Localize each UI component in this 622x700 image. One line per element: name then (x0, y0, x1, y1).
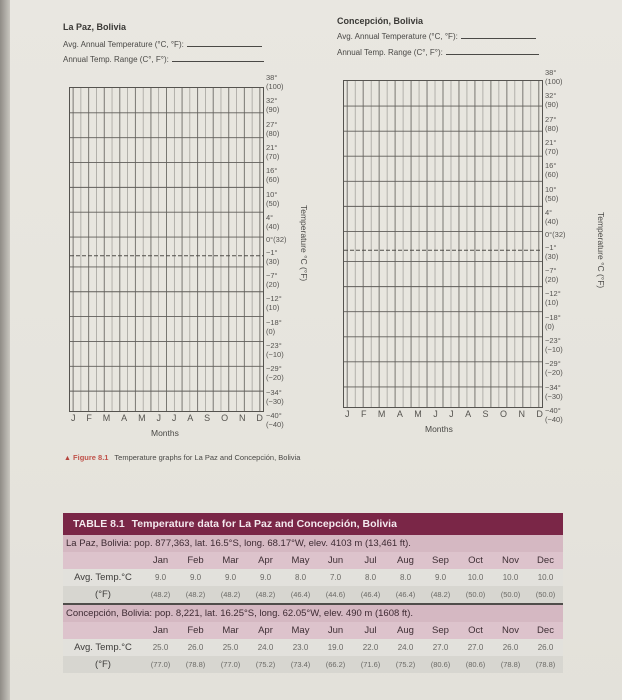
y-tick-label: −23° (−10) (266, 340, 284, 359)
table-cell: Mar (222, 555, 239, 566)
table-cell: Jul (364, 555, 377, 566)
table-cell: (46.4) (360, 590, 381, 599)
figure-caption (64, 453, 300, 462)
month-label: J (171, 413, 177, 423)
y-tick-label: −7° (20) (545, 266, 559, 285)
table-cell: (44.6) (325, 590, 346, 599)
y-tick-label: 16° (60) (266, 166, 280, 185)
table-cell: 9.0 (154, 573, 167, 582)
month-label: A (396, 409, 403, 419)
table-cell: (80.6) (465, 659, 486, 669)
table-title: Temperature data for La Paz and Concepción, Bolivia (131, 518, 397, 530)
month-label: M (102, 413, 111, 423)
table-cell: 10.0 (502, 573, 519, 582)
table-cell: Oct (468, 555, 483, 566)
table-cell: (80.6) (430, 659, 451, 669)
table-cell: (77.0) (220, 659, 241, 669)
table-cell: 24.0 (397, 642, 414, 652)
y-tick-label: −34° (−30) (266, 387, 284, 406)
table-cell: (75.2) (255, 659, 276, 669)
table-cell: (50.0) (535, 590, 556, 599)
fahrenheit-row (63, 586, 563, 603)
month-label: N (238, 413, 246, 423)
table-cell: 9.0 (224, 573, 237, 582)
y-tick-label: −40° (−40) (545, 405, 563, 424)
y-tick-label: −23° (−10) (545, 335, 563, 354)
concepcion-temperature-graph[interactable] (343, 80, 543, 408)
y-tick-label: −1° (30) (266, 247, 280, 266)
month-label: J (433, 409, 438, 419)
table-cell: (48.2) (185, 590, 206, 599)
table-cell: Jun (327, 624, 344, 636)
month-label: M (377, 409, 386, 419)
la-paz-title: La Paz, Bolivia (63, 22, 127, 32)
concepcion-range-label: Annual Temp. Range (C°, F°): (337, 48, 443, 57)
la-paz-temperature-graph[interactable] (69, 87, 264, 412)
row-label: (°F) (95, 589, 111, 600)
celsius-row (63, 639, 563, 656)
table-cell: Jun (327, 555, 344, 566)
y-tick-label: 32° (90) (545, 91, 559, 110)
table-cell: (78.8) (185, 659, 206, 669)
table-cell: Aug (397, 555, 414, 566)
concepcion-avg-field[interactable] (337, 32, 536, 41)
table-cell: May (291, 624, 310, 636)
y-tick-label: 21° (70) (545, 137, 559, 156)
table-cell: (71.6) (360, 659, 381, 669)
table-cell: Sep (432, 555, 449, 566)
y-tick-label: 21° (70) (266, 142, 280, 161)
la-paz-avg-field[interactable] (63, 40, 262, 49)
table-cell: 8.0 (294, 573, 307, 582)
table-cell: (50.0) (500, 590, 521, 599)
month-label: A (187, 413, 194, 423)
table-cell: Feb (187, 555, 204, 566)
table-cell: Jan (152, 624, 169, 636)
table-cell: Jul (364, 624, 377, 636)
table-cell: 26.0 (537, 642, 554, 652)
y-tick-label: 16° (60) (545, 161, 559, 180)
month-label: N (518, 409, 525, 419)
y-tick-label: 38° (100) (545, 68, 563, 86)
table-cell: (48.2) (430, 590, 451, 599)
table-cell: 8.0 (399, 573, 412, 582)
table-cell: Oct (468, 624, 483, 636)
table-cell: 26.0 (502, 642, 519, 652)
table-cell: Sep (432, 624, 449, 636)
y-tick-label: −29° (−20) (545, 359, 563, 378)
y-tick-label: −40° (−40) (266, 410, 284, 429)
y-tick-label: −12° (10) (266, 294, 282, 313)
y-tick-label: −34° (−30) (545, 382, 563, 401)
table-cell: 10.0 (467, 573, 484, 582)
y-tick-label: −1° (30) (545, 242, 559, 261)
table-cell: Feb (187, 624, 204, 636)
concepcion-title: Concepción, Bolivia (337, 16, 424, 26)
month-label: M (414, 409, 422, 419)
table-cell: (46.4) (395, 590, 416, 599)
table-cell: Nov (502, 624, 519, 636)
table-cell: (66.2) (325, 659, 346, 669)
la-paz-range-field[interactable] (63, 55, 264, 64)
table-cell: (50.0) (465, 590, 486, 599)
fahrenheit-row (63, 656, 563, 673)
table-cell: (78.8) (535, 659, 556, 669)
station-info-row: La Paz, Bolivia: pop. 877,363, lat. 16.5°S, long. 68.17°W, elev. 4103 m (13,461 ft). (63, 535, 563, 552)
table-cell: 9.0 (259, 573, 272, 582)
month-header-row (63, 552, 563, 569)
y-tick-label: 0°(32) (266, 234, 287, 244)
month-label: O (499, 409, 507, 419)
temperature-data-table (63, 513, 563, 673)
table-cell: Nov (502, 555, 519, 566)
y-tick-label: 38° (100) (266, 73, 284, 91)
table-cell: 27.0 (432, 642, 449, 652)
table-cell: 24.0 (257, 642, 274, 652)
table-cell: Dec (537, 555, 554, 566)
month-label: M (138, 413, 146, 423)
month-label: J (345, 409, 350, 419)
table-cell: 25.0 (152, 642, 169, 652)
table-cell: Apr (258, 555, 273, 566)
month-label: F (86, 413, 92, 423)
page-edge (0, 0, 10, 700)
month-label: A (121, 413, 128, 423)
la-paz-avg-label: Avg. Annual Temperature (°C, °F): (63, 40, 184, 49)
table-cell: Apr (258, 624, 273, 636)
month-label: J (156, 413, 161, 423)
row-label: (°F) (95, 658, 111, 670)
figure-number: Figure 8.1 (73, 453, 109, 462)
y-tick-label: 10° (50) (266, 189, 280, 208)
table-cell: 25.0 (222, 642, 239, 652)
table-cell: (48.2) (150, 590, 171, 599)
la-paz-month-labels (71, 413, 263, 423)
concepcion-y-axis-title: Temperature °C (°F) (596, 212, 606, 289)
y-tick-label: 10° (50) (545, 184, 559, 203)
y-tick-label: −18° (0) (266, 317, 282, 336)
table-cell: May (291, 555, 310, 566)
y-tick-label: 32° (90) (266, 96, 280, 115)
y-tick-label: 0°(32) (545, 229, 566, 239)
concepcion-avg-input[interactable] (461, 38, 536, 39)
table-body (63, 535, 563, 673)
y-tick-label: 4° (40) (545, 207, 559, 226)
table-cell: Aug (397, 624, 414, 636)
table-cell: Dec (537, 624, 554, 636)
y-tick-label: −29° (−20) (266, 364, 284, 383)
row-label: Avg. Temp.°C (74, 572, 132, 583)
y-tick-label: 27° (80) (545, 114, 559, 133)
month-label: S (482, 409, 489, 419)
table-cell: (48.2) (220, 590, 241, 599)
month-label: O (221, 413, 229, 423)
concepcion-x-axis-title: Months (425, 424, 453, 434)
table-cell: Mar (222, 624, 239, 636)
y-tick-label: 27° (80) (266, 119, 280, 138)
y-tick-label: −12° (10) (545, 289, 561, 308)
triangle-icon: ▲ (64, 455, 71, 462)
month-label: J (449, 409, 454, 419)
la-paz-y-axis-title: Temperature °C (°F) (299, 205, 309, 282)
table-cell: 19.0 (327, 642, 344, 652)
y-tick-label: −18° (0) (545, 312, 561, 331)
y-tick-label: 4° (40) (266, 212, 280, 231)
table-cell: (78.8) (500, 659, 521, 669)
concepcion-month-labels (345, 409, 543, 419)
table-number: TABLE 8.1 (73, 518, 125, 530)
table-cell: 10.0 (537, 573, 554, 582)
table-cell: 9.0 (189, 573, 202, 582)
la-paz-range-label: Annual Temp. Range (C°, F°): (63, 55, 169, 64)
graph-gridlines (70, 88, 263, 411)
table-cell: (73.4) (290, 659, 311, 669)
y-tick-label: −7° (20) (266, 271, 280, 290)
concepcion-avg-label: Avg. Annual Temperature (°C, °F): (337, 32, 458, 41)
month-label: A (465, 409, 472, 419)
table-cell: (48.2) (255, 590, 276, 599)
la-paz-range-input[interactable] (172, 61, 264, 62)
month-label: D (536, 409, 543, 419)
table-cell: 27.0 (467, 642, 484, 652)
table-cell: 23.0 (292, 642, 309, 652)
table-cell: 22.0 (362, 642, 379, 652)
concepcion-range-field[interactable] (337, 48, 539, 57)
table-cell: Jan (152, 555, 169, 566)
table-cell: (77.0) (150, 659, 171, 669)
table-cell: 7.0 (329, 573, 342, 582)
table-cell: 26.0 (187, 642, 204, 652)
la-paz-x-axis-title: Months (151, 428, 179, 438)
month-label: J (71, 413, 76, 423)
month-label: S (204, 413, 211, 423)
concepcion-range-input[interactable] (446, 54, 539, 55)
station-info-row: Concepción, Bolivia: pop. 8,221, lat. 16.25°S, long. 62.05°W, elev. 490 m (1608 ft). (63, 605, 563, 622)
figure-caption-text: Temperature graphs for La Paz and Concepción, Bolivia (114, 453, 301, 462)
month-label: D (256, 413, 263, 423)
table-header (63, 513, 563, 535)
graph-gridlines (344, 81, 542, 407)
table-cell: 9.0 (434, 573, 447, 582)
celsius-row (63, 569, 563, 586)
table-cell: 8.0 (364, 573, 377, 582)
table-cell: (46.4) (290, 590, 311, 599)
month-header-row (63, 622, 563, 639)
row-label: Avg. Temp.°C (74, 641, 132, 653)
la-paz-avg-input[interactable] (187, 46, 262, 47)
table-cell: (75.2) (395, 659, 416, 669)
month-label: F (360, 409, 367, 419)
